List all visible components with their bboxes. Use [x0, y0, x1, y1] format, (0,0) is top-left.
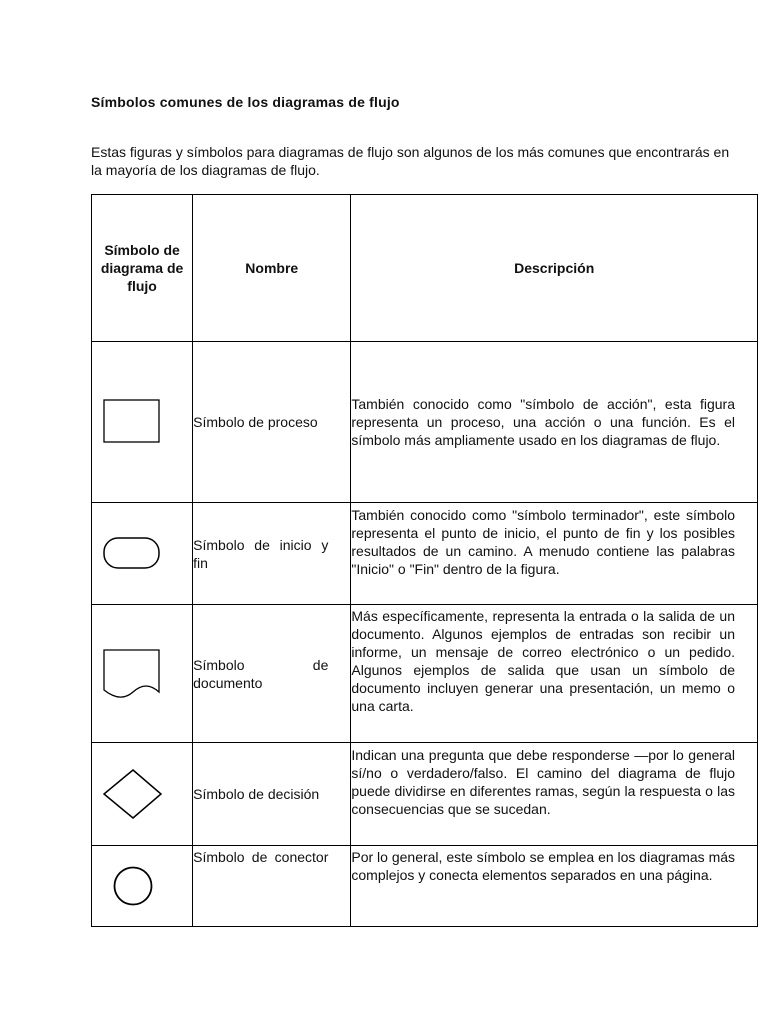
symbol-cell: [92, 342, 193, 503]
header-symbol-label: Símbolo de diagrama de flujo: [100, 242, 184, 294]
header-symbol: [92, 195, 193, 342]
symbol-description: Por lo general, este símbolo se emplea en los diagramas más complejos y conecta elementos separados en una página.: [351, 846, 758, 927]
table-row: [92, 846, 758, 927]
flowchart-symbols-table: [91, 194, 758, 927]
document-wave-icon: [102, 648, 162, 700]
symbol-cell: [92, 846, 193, 927]
symbol-name: Símbolo de documento: [193, 605, 351, 743]
symbol-description: También conocido como "símbolo terminador", este símbolo representa el punto de inicio, el punto de fin y los posibles resultados de un camino. A menudo contiene las palabras "Inicio" o "Fin" dentro de la figura.: [351, 503, 758, 605]
symbol-name: Símbolo de decisión: [193, 743, 351, 846]
symbol-description: También conocido como "símbolo de acción", esta figura representa un proceso, una acción o una función. Es el símbolo más ampliamente usado en los diagramas de flujo.: [351, 342, 758, 503]
table-row: [92, 342, 758, 503]
symbol-description: Indican una pregunta que debe responderse —por lo general sí/no o verdadero/falso. El camino del diagrama de flujo puede dividirse en diferentes ramas, según la respuesta o las consecuencias que se sucedan.: [351, 743, 758, 846]
table-row: [92, 743, 758, 846]
symbol-description: Más específicamente, representa la entrada o la salida de un documento. Algunos ejemplos de entradas son recibir un informe, un mensaje de correo electrónico o un pedido. Algunos ejemplos de salida que usan un símbolo de documento incluyen generar una presentación, un memo o una carta.: [351, 605, 758, 743]
symbol-cell: [92, 605, 193, 743]
header-description: Descripción: [351, 195, 758, 342]
connector-circle-icon: [111, 864, 155, 908]
symbol-name: Símbolo de proceso: [193, 342, 351, 503]
symbol-cell: [92, 503, 193, 605]
symbol-cell: [92, 743, 193, 846]
terminator-rounded-icon: [102, 536, 162, 572]
table-row: [92, 605, 758, 743]
header-name: Nombre: [193, 195, 351, 342]
table-row: [92, 503, 758, 605]
table-header-row: [92, 195, 758, 342]
symbol-name: Símbolo de inicio y fin: [193, 503, 351, 605]
intro-paragraph: Estas figuras y símbolos para diagramas de flujo son algunos de los más comunes que encontrarás en la mayoría de los diagramas de flujo.: [91, 144, 730, 178]
symbol-name: Símbolo de conector: [193, 846, 351, 927]
decision-diamond-icon: [102, 768, 164, 820]
page-title: Símbolos comunes de los diagramas de flujo: [91, 94, 400, 110]
process-rectangle-icon: [102, 398, 162, 446]
